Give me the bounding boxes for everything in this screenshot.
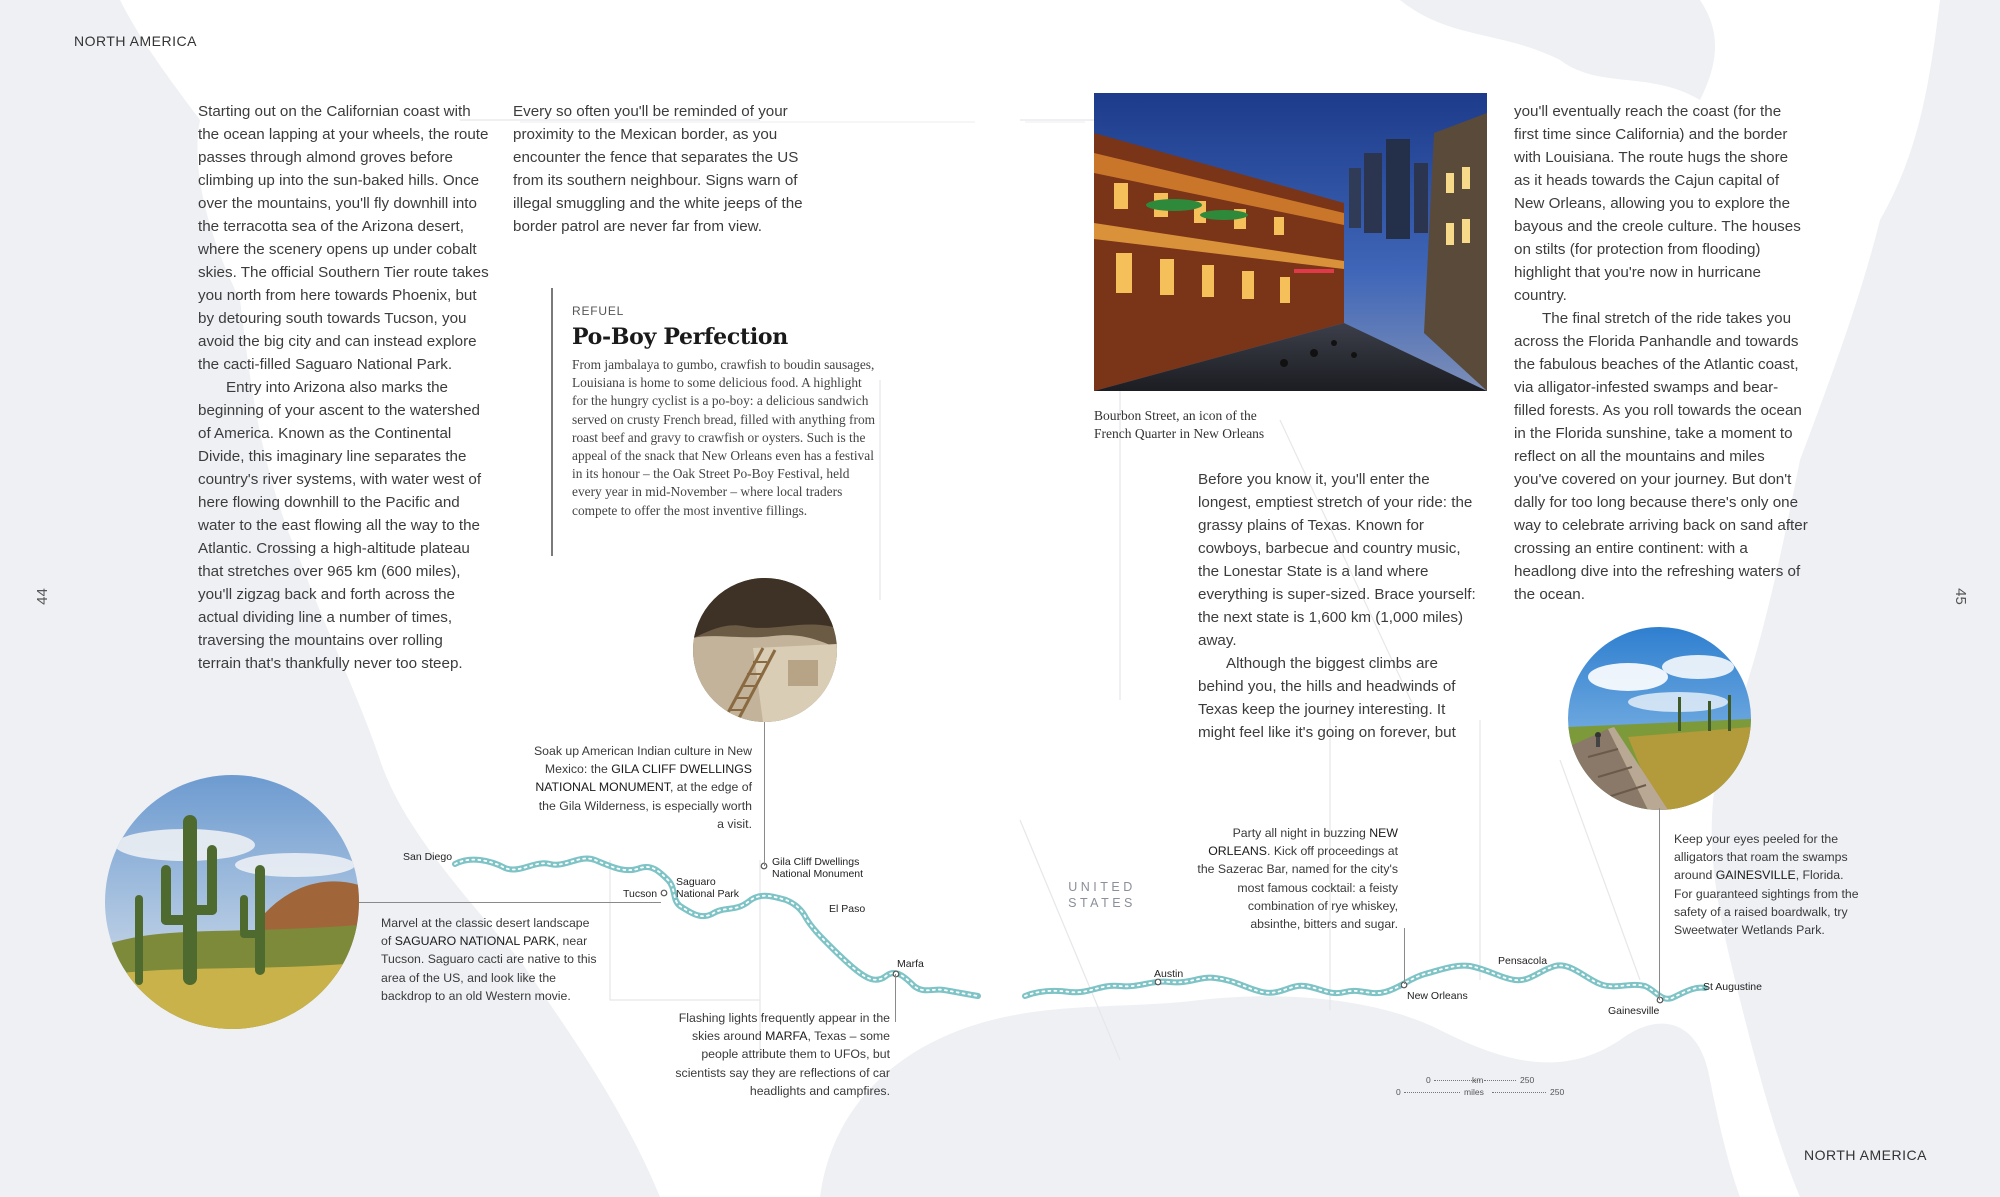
box-body: From jambalaya to gumbo, crawfish to boudin sausages, Louisiana is home to some delicious food. A highlight for the hungry cyclist is a po-boy: a delicious sandwich served on crusty French bread, filled with anything from roast beef and gravy to crawfish or oysters. Such is the appeal of the snack that New Orleans even has a festival in its honour – the Oak Street Po-Boy Festival, held every year in mid-November – where local traders compete to offer the most inventive fillings. xyxy=(572,357,876,518)
map-scale-bar: 0 km 250 0 miles 250 xyxy=(1396,1075,1565,1097)
photo-caption-line: French Quarter in New Orleans xyxy=(1094,426,1265,441)
caption-gila: Soak up American Indian culture in New Mexico: the GILA CLIFF DWELLINGS NATIONAL MONUMENT, at the edge of the Gila Wilderness, is especially worth a visit. xyxy=(533,744,752,831)
body-column-2 xyxy=(513,100,803,238)
body-column-4 xyxy=(1514,100,1808,606)
photo-sweetwater-wetlands xyxy=(1568,627,1751,810)
photo-bourbon-street xyxy=(1094,93,1487,391)
box-title: Po-Boy Perfection xyxy=(572,324,788,350)
leader-line xyxy=(359,902,661,903)
caption-marfa: Flashing lights frequently appear in the skies around MARFA, Texas – some people attribute them to UFOs, but scientists say they are reflections of car headlights and campfires. xyxy=(675,1011,890,1098)
paragraph: Starting out on the Californian coast with the ocean lapping at your wheels, the route passes through almond groves before climbing up into the sun-baked hills. Once over the mountains, you'll fly downhill into the terracotta sea of the Arizona desert, where the scenery opens up under cobalt skies. The official Southern Tier route takes you north from here towards Phoenix, but by detouring south towards Tucson, you avoid the big city and can instead explore the cacti-filled Saguaro National Park. xyxy=(198,103,489,373)
map-label-san-diego: San Diego xyxy=(403,851,453,863)
box-kicker: REFUEL xyxy=(572,304,625,318)
photo-saguaro-national-park xyxy=(105,775,359,1029)
map-label-austin: Austin xyxy=(1154,968,1184,980)
paragraph: Before you know it, you'll enter the longest, emptiest stretch of your ride: the grassy plains of Texas. Known for cowboys, barbecue and country music, the Lonestar State is a land where everything is super-sized. Brace yourself: the next state is 1,600 km (1,000 miles) away. xyxy=(1198,471,1476,649)
map-label-gainesville: Gainesville xyxy=(1608,1005,1660,1017)
page-number-left: 44 xyxy=(33,588,51,605)
map-label-tucson: Tucson xyxy=(623,888,658,900)
photo-caption xyxy=(1094,407,1354,443)
page-number-right: 45 xyxy=(1951,588,1969,605)
map-label-country: UNITED STATES xyxy=(1068,880,1136,910)
caption-new-orleans: Party all night in buzzing NEW ORLEANS. Kick off proceedings at the Sazerac Bar, named for the city's most famous cocktail: a feisty combination of rye whiskey, absinthe, bitters and sugar. xyxy=(1197,826,1398,932)
leader-line xyxy=(895,974,896,1022)
map-label-marfa: Marfa xyxy=(897,958,924,970)
map-label-el-paso: El Paso xyxy=(829,903,866,915)
refuel-box xyxy=(572,304,876,520)
body-column-3 xyxy=(1198,468,1480,744)
paragraph: Although the biggest climbs are behind you, the hills and headwinds of Texas keep the journey interesting. It might feel like it's going on forever, but xyxy=(1198,655,1456,741)
map-label-st-augustine: St Augustine xyxy=(1703,981,1762,993)
caption-gainesville: Keep your eyes peeled for the alligators that roam the swamps around GAINESVILLE, Florida. For guaranteed sightings from the safety of a raised boardwalk, try Sweetwater Wetlands Park. xyxy=(1674,832,1859,938)
paragraph: you'll eventually reach the coast (for the first time since California) and the border with Louisiana. The route hugs the shore as it heads towards the Cajun capital of New Orleans, allowing you to explore the bayous and the creole culture. The houses on stilts (for protection from flooding) highlight that you're now in hurricane country. xyxy=(1514,103,1801,304)
caption-saguaro: Marvel at the classic desert landscape of SAGUARO NATIONAL PARK, near Tucson. Saguaro cacti are native to this area of the US, and look like the backdrop to an old Western movie. xyxy=(381,916,597,1003)
leader-line xyxy=(764,722,765,866)
paragraph: Entry into Arizona also marks the beginning of your ascent to the watershed of America. Known as the Continental Divide, this imaginary line separates the country's river systems, with water west of here flowing downhill to the Pacific and water to the east flowing all the way to the Atlantic. Crossing a high-altitude plateau that stretches over 965 km (600 miles), you'll zigzag back and forth across the actual dividing line a number of times, traversing the mountains over rolling terrain that's thankfully never too steep. xyxy=(198,379,482,672)
sidebar-rule xyxy=(551,288,553,556)
map-label-gila: Gila Cliff Dwellings National Monument xyxy=(772,856,864,880)
map-label-saguaro: Saguaro National Park xyxy=(676,876,740,900)
paragraph: The final stretch of the ride takes you across the Florida Panhandle and towards the fabulous beaches of the Atlantic coast, via alligator-infested swamps and bear-filled forests. As you roll towards the ocean in the Florida sunshine, take a moment to reflect on all the mountains and miles you've covered on your journey. But don't dally for too long because there's only one way to celebrate arriving back on sand after crossing an entire continent: with a headlong dive into the refreshing waters of the ocean. xyxy=(1514,310,1808,603)
running-head-right: NORTH AMERICA xyxy=(1804,1147,1927,1163)
running-head-left: NORTH AMERICA xyxy=(74,33,197,49)
body-column-1 xyxy=(198,100,490,675)
photo-caption-line: Bourbon Street, an icon of the xyxy=(1094,408,1257,423)
map-label-new-orleans: New Orleans xyxy=(1407,990,1468,1002)
paragraph: Every so often you'll be reminded of your proximity to the Mexican border, as you encounter the fence that separates the US from its southern neighbour. Signs warn of illegal smuggling and the white jeeps of the border patrol are never far from view. xyxy=(513,103,803,235)
leader-line xyxy=(1659,808,1660,1000)
photo-gila-cliff-dwellings xyxy=(693,578,837,722)
map-label-pensacola: Pensacola xyxy=(1498,955,1548,967)
leader-line xyxy=(1404,928,1405,984)
